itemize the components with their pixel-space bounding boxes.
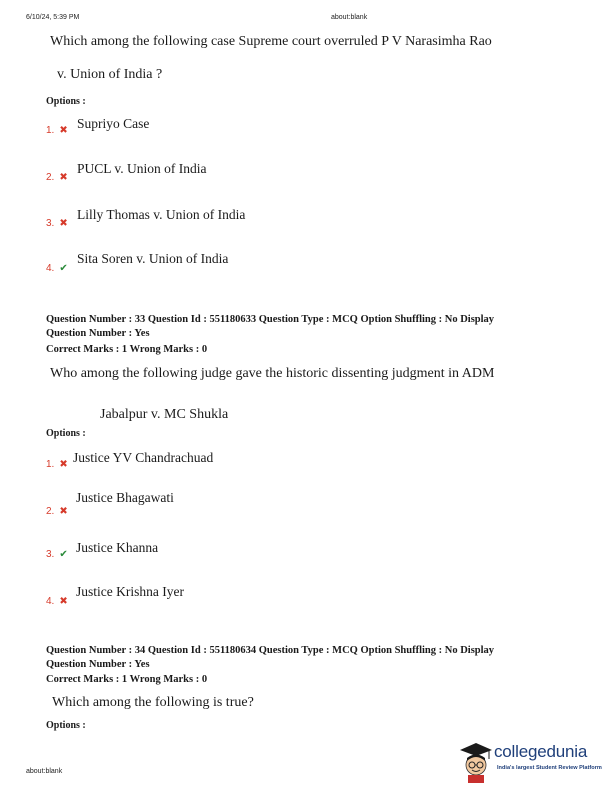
q1-text-line2: v. Union of India ?	[57, 67, 163, 82]
check-icon: ✔	[59, 549, 68, 560]
cross-icon: ✖	[59, 506, 68, 517]
q3-options-label: Options :	[46, 720, 86, 731]
q2-option-1-marker	[46, 459, 68, 470]
check-icon: ✔	[59, 263, 68, 274]
option-number: 3.	[46, 549, 55, 560]
collegedunia-logo	[458, 741, 608, 787]
footer-url: about:blank	[26, 768, 63, 775]
q2-option-3-marker	[46, 549, 68, 560]
q2-option-4: Justice Krishna Iyer	[76, 584, 184, 599]
print-datetime: 6/10/24, 5:39 PM	[26, 14, 80, 21]
option-number: 2.	[46, 506, 55, 517]
q2-option-3: Justice Khanna	[76, 540, 159, 555]
q1-option-2: PUCL v. Union of India	[77, 161, 207, 176]
q2-option-1: Justice YV Chandrachuad	[73, 450, 214, 465]
student-mascot-icon	[458, 741, 494, 785]
q2-option-2-marker	[46, 506, 68, 517]
q2-meta-line3: Correct Marks : 1 Wrong Marks : 0	[46, 344, 208, 355]
logo-tagline: India's largest Student Review Platform	[497, 765, 602, 771]
q1-text-line1: Which among the following case Supreme court overruled P V Narasimha Rao	[50, 34, 492, 49]
q2-text-line2: Jabalpur v. MC Shukla	[100, 407, 229, 422]
q2-option-4-marker	[46, 596, 68, 607]
q2-meta-line1: Question Number : 33 Question Id : 551180633 Question Type : MCQ Option Shuffling : No Display	[46, 314, 495, 325]
cross-icon: ✖	[59, 172, 68, 183]
cross-icon: ✖	[59, 218, 68, 229]
q3-meta-line2: Question Number : Yes	[46, 659, 150, 670]
print-url: about:blank	[331, 14, 368, 21]
option-number: 4.	[46, 596, 55, 607]
q2-text-line1: Who among the following judge gave the historic dissenting judgment in ADM	[50, 366, 495, 381]
option-number: 2.	[46, 172, 55, 183]
logo-wordmark: collegedunia	[494, 742, 588, 761]
q1-option-1-marker	[46, 125, 68, 136]
q2-options-label: Options :	[46, 428, 86, 439]
q1-option-2-marker	[46, 172, 68, 183]
q1-option-4: Sita Soren v. Union of India	[77, 251, 229, 266]
option-number: 1.	[46, 125, 55, 136]
q1-option-3: Lilly Thomas v. Union of India	[77, 207, 246, 222]
q3-text-line1: Which among the following is true?	[52, 695, 254, 710]
option-number: 1.	[46, 459, 55, 470]
q1-options-label: Options :	[46, 96, 86, 107]
cross-icon: ✖	[59, 125, 68, 136]
cross-icon: ✖	[59, 596, 68, 607]
q2-option-2: Justice Bhagawati	[76, 490, 174, 505]
q3-meta-line3: Correct Marks : 1 Wrong Marks : 0	[46, 674, 208, 685]
option-number: 4.	[46, 263, 55, 274]
q1-option-1: Supriyo Case	[77, 116, 150, 131]
q1-option-4-marker	[46, 263, 68, 274]
option-number: 3.	[46, 218, 55, 229]
q1-option-3-marker	[46, 218, 68, 229]
q3-meta-line1: Question Number : 34 Question Id : 551180634 Question Type : MCQ Option Shuffling : No Display	[46, 645, 495, 656]
q2-meta-line2: Question Number : Yes	[46, 328, 150, 339]
cross-icon: ✖	[59, 459, 68, 470]
